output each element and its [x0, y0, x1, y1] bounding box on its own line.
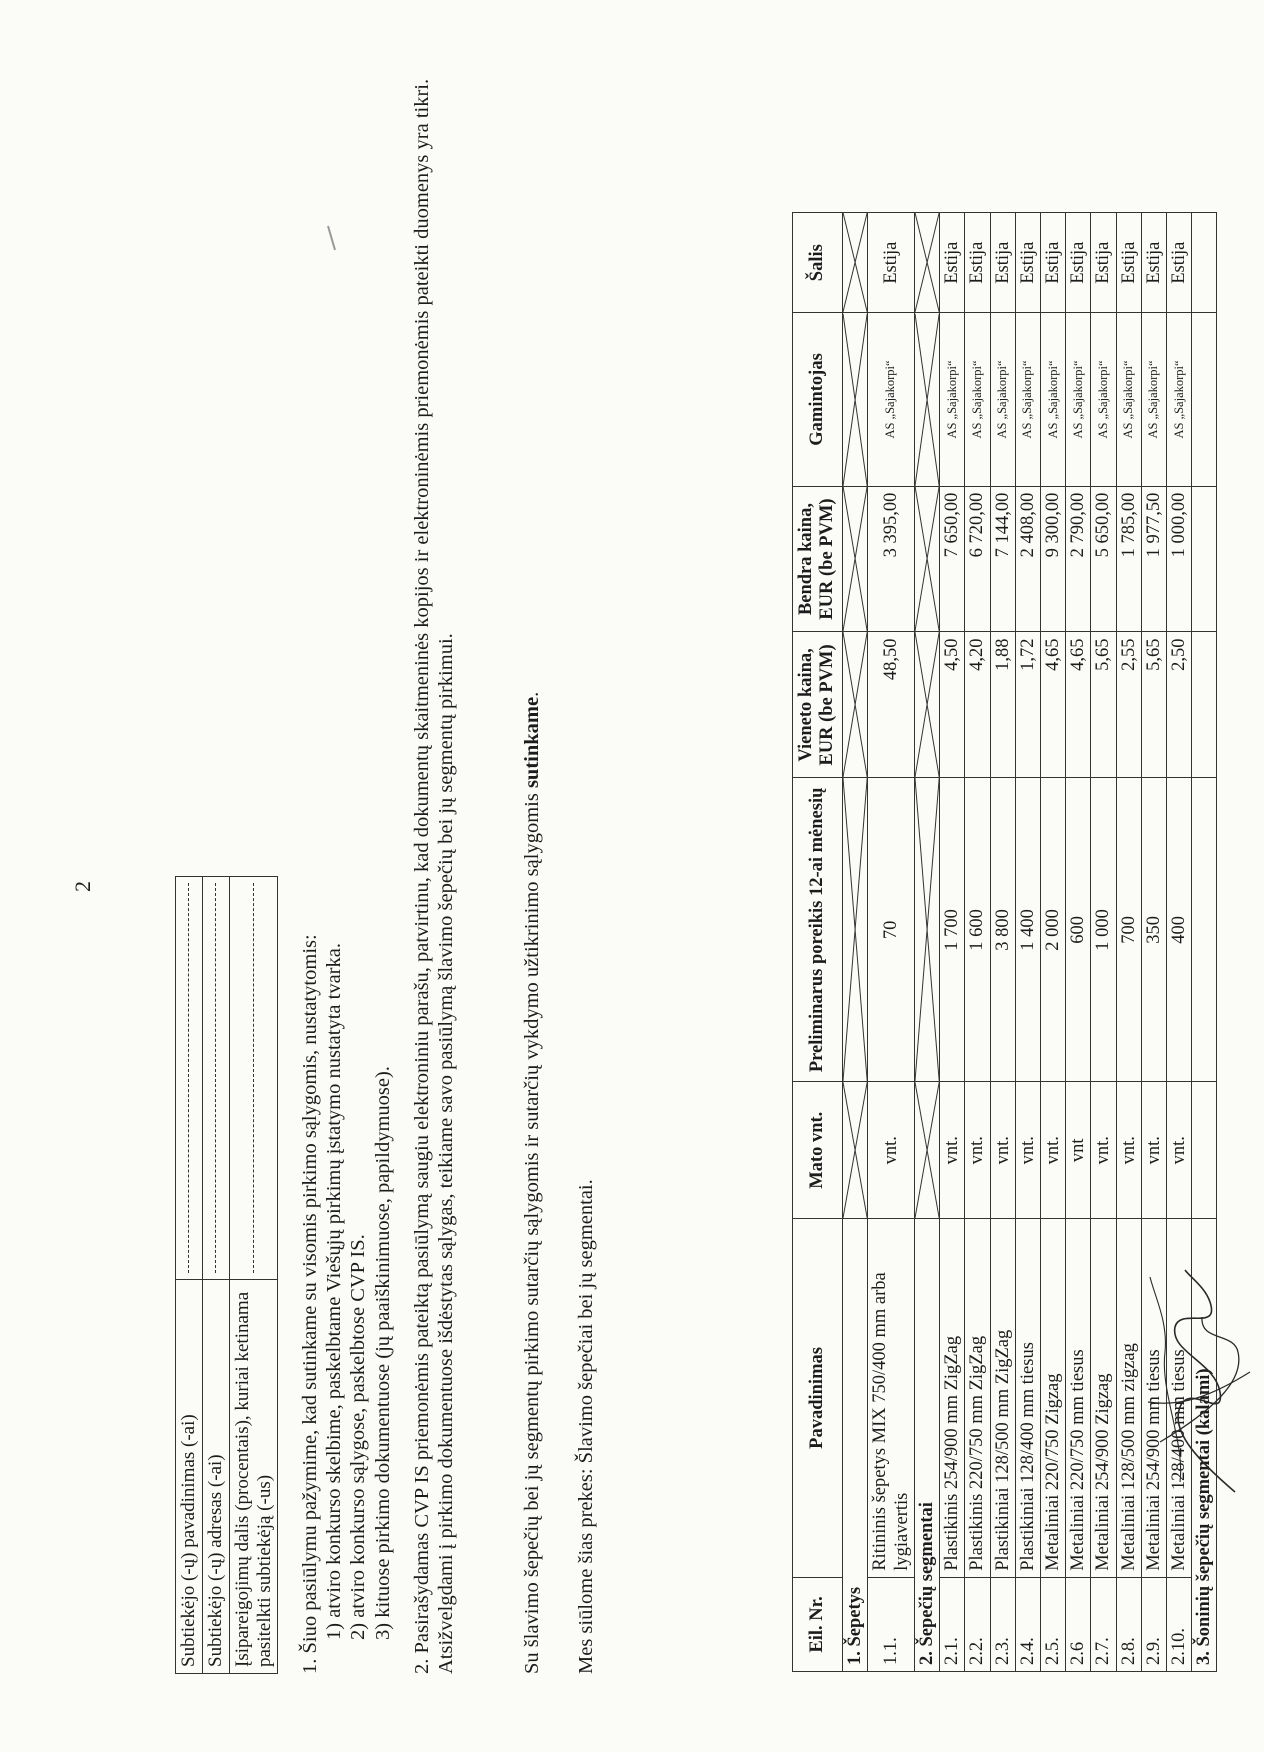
table-row — [1066, 213, 1091, 1672]
cell-country: Estija — [1066, 213, 1091, 313]
cell-qty: 1 000 — [1091, 778, 1116, 1082]
page-number: 2 — [70, 881, 95, 892]
cell-nr: 2.6 — [1066, 1577, 1091, 1671]
cell-qty: 400 — [1166, 778, 1191, 1082]
cell-total: 2 408,00 — [1015, 486, 1040, 632]
empty-cell — [1192, 213, 1217, 313]
cell-qty: 2 000 — [1041, 778, 1066, 1082]
cell-country: Estija — [940, 213, 965, 313]
cell-nr: 2.7. — [1091, 1577, 1116, 1671]
section-row — [842, 213, 867, 1672]
cell-unit: vnt. — [965, 1082, 990, 1219]
scan-mark-icon — [325, 222, 339, 252]
declaration-3-text: Atsižvelgdami į pirkimo dokumentuose išdėstytas sąlygas, teikiame savo pasiūlymą šlavimo šepečių bei jų segmentų pirkimui. — [435, 633, 458, 1674]
crossed-cell — [842, 486, 867, 632]
cell-maker: AS „Sajakorpi“ — [965, 313, 990, 486]
crossed-cell — [842, 313, 867, 486]
cell-maker: AS „Sajakorpi“ — [940, 313, 965, 486]
declaration-4-emphasis: sutinkame — [521, 696, 543, 789]
col-header-unit-price: Vieneto kaina, EUR (be PVM) — [793, 632, 843, 778]
cell-unit-price: 2,50 — [1166, 632, 1191, 778]
cell-country: Estija — [965, 213, 990, 313]
empty-cell — [1192, 486, 1217, 632]
cell-name: Plastikiniai 128/400 mm tiesus — [1015, 1219, 1040, 1578]
section-title: 3. Šoninių šepečių segmentai (kalami) — [1192, 1219, 1217, 1672]
cell-qty: 70 — [867, 778, 914, 1082]
cell-maker: AS „Sajakorpi“ — [1116, 313, 1141, 486]
dashed-blank — [215, 883, 216, 1273]
crossed-cell — [915, 778, 940, 1082]
cell-name: Plastikinis 220/750 mm ZigZag — [965, 1219, 990, 1578]
declaration-4-text: Su šlavimo šepečių bei jų segmentų pirkimo sutarčių sąlygomis ir sutarčių vykdymo užtikrinimo sąlygomis — [521, 793, 543, 1674]
cell-unit-price: 1,72 — [1015, 632, 1040, 778]
dashed-blank — [253, 883, 254, 1273]
table-row — [1091, 213, 1116, 1672]
section-title: 1. Šepetys — [842, 1219, 867, 1672]
subcontractor-label: Įsipareigojimų dalis (procentais), kuriai ketinama pasitelkti subtiekėją (-us) — [229, 1280, 278, 1674]
cell-qty: 600 — [1066, 778, 1091, 1082]
cell-country: Estija — [1141, 213, 1166, 313]
subcontractor-label: Subtiekėjo (-ų) adresas (-ai) — [202, 1280, 229, 1674]
cell-nr: 2.3. — [990, 1577, 1015, 1671]
cell-nr: 2.5. — [1041, 1577, 1066, 1671]
declaration-1 — [298, 594, 395, 1674]
subcontractor-table — [175, 876, 278, 1674]
cell-qty: 700 — [1116, 778, 1141, 1082]
cell-total: 1 000,00 — [1166, 486, 1191, 632]
table-row — [965, 213, 990, 1672]
declaration-1-item: 1) atviro konkurso skelbime, paskelbtame Viešųjų pirkimų įstatymo nustatyta tvarka. — [323, 943, 346, 1640]
cell-unit: vnt. — [940, 1082, 965, 1219]
cell-unit: vnt. — [1141, 1082, 1166, 1219]
cell-nr: 2.4. — [1015, 1577, 1040, 1671]
signature-icon — [1140, 1262, 1260, 1502]
cell-name: Plastikinis 254/900 mm ZigZag — [940, 1219, 965, 1578]
offered-goods-text: Mes siūlome šias prekes: Šlavimo šepečiai bei jų segmentai. — [575, 1179, 597, 1674]
cell-nr: 2.10. — [1166, 1577, 1191, 1671]
table-row — [1015, 213, 1040, 1672]
subcontractor-row — [229, 877, 278, 1674]
declaration-4-paragraph — [520, 69, 544, 1674]
cell-name: Ritininis šepetys MIX 750/400 mm arba lygiavertis — [867, 1219, 914, 1578]
cell-country: Estija — [990, 213, 1015, 313]
col-header-nr: Eil. Nr. — [793, 1577, 843, 1671]
declaration-2 — [410, 69, 458, 1674]
crossed-cell — [915, 213, 940, 313]
cell-qty: 1 700 — [940, 778, 965, 1082]
cell-name: Metaliniai 254/900 mm tiesus — [1141, 1219, 1166, 1578]
subcontractor-row — [202, 877, 229, 1674]
col-header-country: Šalis — [793, 213, 843, 313]
subcontractor-value — [176, 877, 203, 1280]
cell-name: Metaliniai 220/750 mm tiesus — [1066, 1219, 1091, 1578]
cell-total: 1 977,50 — [1141, 486, 1166, 632]
declaration-4-end: . — [521, 691, 543, 697]
cell-qty: 1 600 — [965, 778, 990, 1082]
cell-unit-price: 48,50 — [867, 632, 914, 778]
table-row — [867, 213, 914, 1672]
col-header-qty: Preliminarus poreikis 12-ai mėnesių — [793, 778, 843, 1082]
section-title: 2. Šepečių segmentai — [915, 1219, 940, 1672]
cell-maker: AS „Sajakorpi“ — [1066, 313, 1091, 486]
crossed-cell — [915, 313, 940, 486]
cell-maker: AS „Sajakorpi“ — [1166, 313, 1191, 486]
empty-cell — [1192, 313, 1217, 486]
cell-nr: 1.1. — [867, 1577, 914, 1671]
cell-unit-price: 4,65 — [1066, 632, 1091, 778]
cell-unit: vnt. — [990, 1082, 1015, 1219]
cell-unit-price: 4,50 — [940, 632, 965, 778]
cell-maker: AS „Sajakorpi“ — [1041, 313, 1066, 486]
cell-country: Estija — [1166, 213, 1191, 313]
table-row — [940, 213, 965, 1672]
subcontractor-value — [229, 877, 278, 1280]
cell-country: Estija — [867, 213, 914, 313]
crossed-cell — [842, 213, 867, 313]
crossed-cell — [915, 632, 940, 778]
cell-name: Metaliniai 128/500 mm zigzag — [1116, 1219, 1141, 1578]
empty-cell — [1192, 778, 1217, 1082]
empty-cell — [1192, 632, 1217, 778]
cell-nr: 2.9. — [1141, 1577, 1166, 1671]
cell-country: Estija — [1015, 213, 1040, 313]
cell-qty: 350 — [1141, 778, 1166, 1082]
cell-unit: vnt — [1066, 1082, 1091, 1219]
price-table-header — [793, 213, 843, 1672]
cell-country: Estija — [1116, 213, 1141, 313]
empty-cell — [1192, 1082, 1217, 1219]
subcontractor-label: Subtiekėjo (-ų) pavadinimas (-ai) — [176, 1280, 203, 1674]
subcontractor-row — [176, 877, 203, 1674]
cell-qty: 1 400 — [1015, 778, 1040, 1082]
cell-unit: vnt. — [1041, 1082, 1066, 1219]
crossed-cell — [842, 1082, 867, 1219]
cell-maker: AS „Sajakorpi“ — [1141, 313, 1166, 486]
cell-unit: vnt. — [867, 1082, 914, 1219]
declaration-1-item: 2) atviro konkurso sąlygose, paskelbtose CVP IS. — [347, 1234, 370, 1640]
cell-maker: AS „Sajakorpi“ — [990, 313, 1015, 486]
cell-qty: 3 800 — [990, 778, 1015, 1082]
cell-country: Estija — [1041, 213, 1066, 313]
crossed-cell — [842, 632, 867, 778]
cell-name: Metaliniai 220/750 Zigzag — [1041, 1219, 1066, 1578]
crossed-cell — [915, 1082, 940, 1219]
cell-maker: AS „Sajakorpi“ — [1091, 313, 1116, 486]
cell-nr: 2.2. — [965, 1577, 990, 1671]
col-header-maker: Gamintojas — [793, 313, 843, 486]
cell-total: 3 395,00 — [867, 486, 914, 632]
cell-nr: 2.8. — [1116, 1577, 1141, 1671]
subcontractor-value — [202, 877, 229, 1280]
dashed-blank — [188, 883, 189, 1273]
declaration-2-text: 2. Pasirašydamas CVP IS priemonėmis pateiktą pasiūlymą saugiu elektroniniu parašu, patvirtinu, kad dokumentų skaitmeninės kopijos ir elektroninėmis priemonėmis pateikti duomenys yra tikri. — [411, 78, 433, 1674]
declaration-1-item: 3) kituose pirkimo dokumentuose (jų paaiškinimuose, papildymuose). — [371, 1066, 394, 1640]
cell-name: Plastikiniai 128/500 mm ZigZag — [990, 1219, 1015, 1578]
table-row — [1041, 213, 1066, 1672]
cell-total: 6 720,00 — [965, 486, 990, 632]
cell-country: Estija — [1091, 213, 1116, 313]
declaration-4 — [520, 69, 544, 1674]
col-header-unit: Mato vnt. — [793, 1082, 843, 1219]
table-row — [1116, 213, 1141, 1672]
cell-total: 7 650,00 — [940, 486, 965, 632]
cell-unit-price: 5,65 — [1091, 632, 1116, 778]
section-row — [915, 213, 940, 1672]
cell-total: 2 790,00 — [1066, 486, 1091, 632]
crossed-cell — [915, 486, 940, 632]
cell-total: 5 650,00 — [1091, 486, 1116, 632]
cell-total: 1 785,00 — [1116, 486, 1141, 632]
cell-unit: vnt. — [1015, 1082, 1040, 1219]
cell-maker: AS „Sajakorpi“ — [1015, 313, 1040, 486]
cell-nr: 2.1. — [940, 1577, 965, 1671]
cell-unit-price: 5,65 — [1141, 632, 1166, 778]
cell-total: 7 144,00 — [990, 486, 1015, 632]
offered-goods — [574, 69, 598, 1674]
cell-name: Metaliniai 128/400 mm tiesus — [1166, 1219, 1191, 1578]
declaration-1-intro: 1. Šiuo pasiūlymu pažymime, kad sutinkame su visomis pirkimo sąlygomis, nustatytomis: — [299, 934, 321, 1674]
cell-unit: vnt. — [1116, 1082, 1141, 1219]
cell-total: 9 300,00 — [1041, 486, 1066, 632]
cell-maker: AS „Sajakorpi“ — [867, 313, 914, 486]
table-row — [990, 213, 1015, 1672]
cell-unit: vnt. — [1091, 1082, 1116, 1219]
cell-unit-price: 4,20 — [965, 632, 990, 778]
col-header-total: Bendra kaina, EUR (be PVM) — [793, 486, 843, 632]
cell-unit: vnt. — [1166, 1082, 1191, 1219]
col-header-name: Pavadinimas — [793, 1219, 843, 1578]
cell-name: Metaliniai 254/900 Zigzag — [1091, 1219, 1116, 1578]
cell-unit-price: 1,88 — [990, 632, 1015, 778]
cell-unit-price: 2,55 — [1116, 632, 1141, 778]
crossed-cell — [842, 778, 867, 1082]
cell-unit-price: 4,65 — [1041, 632, 1066, 778]
